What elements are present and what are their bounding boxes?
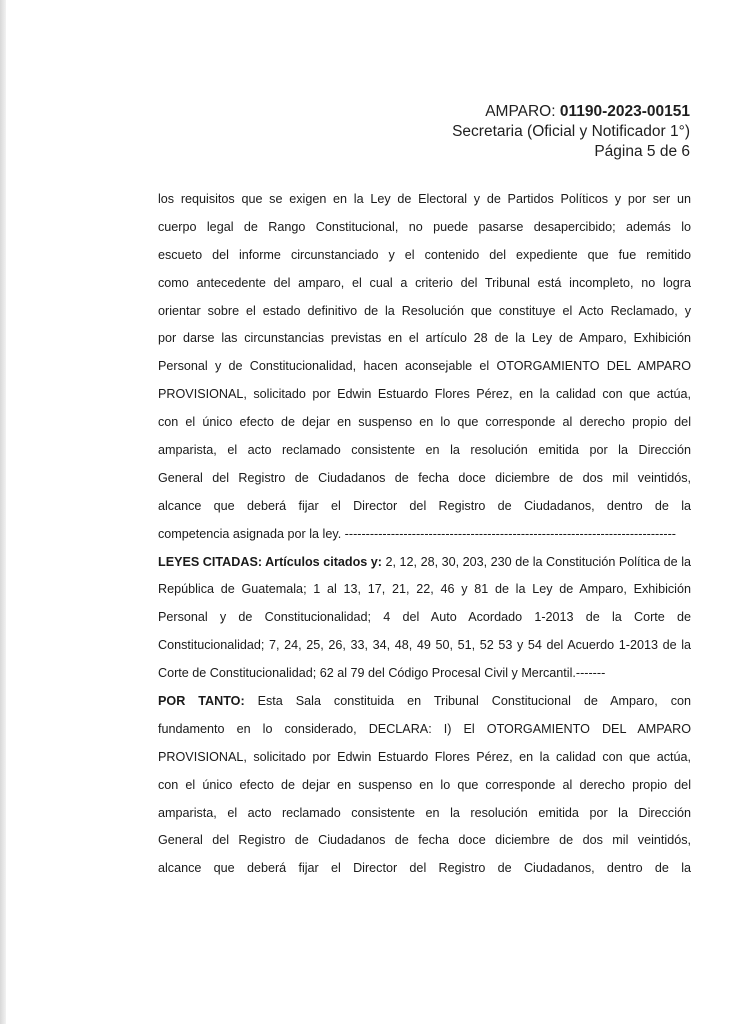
leyes-citadas-label: LEYES CITADAS: Artículos citados y: <box>158 554 386 569</box>
page-shadow-edge <box>0 0 6 1024</box>
text-line: Constitucionalidad; 7, 24, 25, 26, 33, 34, 48, 49 50, 51, 52 53 y 54 del Acuerdo 1-2013 de la <box>158 638 691 653</box>
secretaria-line: Secretaria (Oficial y Notificador 1°) <box>452 123 690 140</box>
amparo-reference <box>452 102 690 122</box>
paragraph-considerando <box>158 186 691 549</box>
text-line: PROVISIONAL, solicitado por Edwin Estuardo Flores Pérez, en la calidad con que actúa, <box>158 749 691 764</box>
text-line: Corte de Constitucionalidad; 62 al 79 del Código Procesal Civil y Mercantil.------- <box>158 666 606 681</box>
paragraph-leyes-citadas <box>158 549 691 688</box>
text-line: con el único efecto de dejar en suspenso en lo que corresponde al derecho propio del <box>158 777 691 792</box>
text-line: fundamento en lo considerado, DECLARA: I) El OTORGAMIENTO DEL AMPARO <box>158 721 691 736</box>
text-line: competencia asignada por la ley. ------------------------------------------------------------------------------- <box>158 526 676 541</box>
text-line <box>158 688 691 716</box>
por-tanto-first-line: Esta Sala constituida en Tribunal Constitucional de Amparo, con <box>257 694 691 709</box>
text-line: cuerpo legal de Rango Constitucional, no puede pasarse desapercibido; además lo <box>158 219 691 234</box>
text-line: Personal y de Constitucionalidad; 4 del Auto Acordado 1-2013 de la Corte de <box>158 610 691 625</box>
text-line <box>158 549 691 577</box>
text-line: alcance que deberá fijar el Director del Registro de Ciudadanos, dentro de la <box>158 861 691 876</box>
por-tanto-label: POR TANTO: <box>158 694 258 709</box>
text-line: alcance que deberá fijar el Director del Registro de Ciudadanos, dentro de la <box>158 498 691 513</box>
document-header <box>452 102 690 162</box>
text-line: escueto del informe circunstanciado y el contenido del expediente que fue remitido <box>158 247 691 262</box>
text-line: orientar sobre el estado definitivo de la Resolución que constituye el Acto Reclamado, y <box>158 303 691 318</box>
leyes-first-line: 2, 12, 28, 30, 203, 230 de la Constitución Política de la <box>385 554 691 569</box>
text-line: con el único efecto de dejar en suspenso en lo que corresponde al derecho propio del <box>158 415 691 430</box>
text-line: PROVISIONAL, solicitado por Edwin Estuardo Flores Pérez, en la calidad con que actúa, <box>158 387 691 402</box>
text-line: amparista, el acto reclamado consistente en la resolución emitida por la Dirección <box>158 805 691 820</box>
text-line: amparista, el acto reclamado consistente en la resolución emitida por la Dirección <box>158 443 691 458</box>
text-line: por darse las circunstancias previstas en el artículo 28 de la Ley de Amparo, Exhibición <box>158 331 691 346</box>
text-line: Personal y de Constitucionalidad, hacen aconsejable el OTORGAMIENTO DEL AMPARO <box>158 359 691 374</box>
text-line: los requisitos que se exigen en la Ley de Electoral y de Partidos Políticos y por ser un <box>158 192 691 206</box>
page-number: Página 5 de 6 <box>594 143 690 160</box>
text-line: General del Registro de Ciudadanos de fecha doce diciembre de dos mil veintidós, <box>158 470 691 485</box>
text-line: como antecedente del amparo, el cual a criterio del Tribunal está incompleto, no logra <box>158 275 691 290</box>
amparo-label: AMPARO: <box>485 103 560 120</box>
text-line: República de Guatemala; 1 al 13, 17, 21, 22, 46 y 81 de la Ley de Amparo, Exhibición <box>158 582 691 597</box>
paragraph-por-tanto <box>158 688 691 883</box>
text-line: General del Registro de Ciudadanos de fecha doce diciembre de dos mil veintidós, <box>158 833 691 848</box>
amparo-number: 01190-2023-00151 <box>559 103 690 120</box>
document-body <box>158 186 691 883</box>
